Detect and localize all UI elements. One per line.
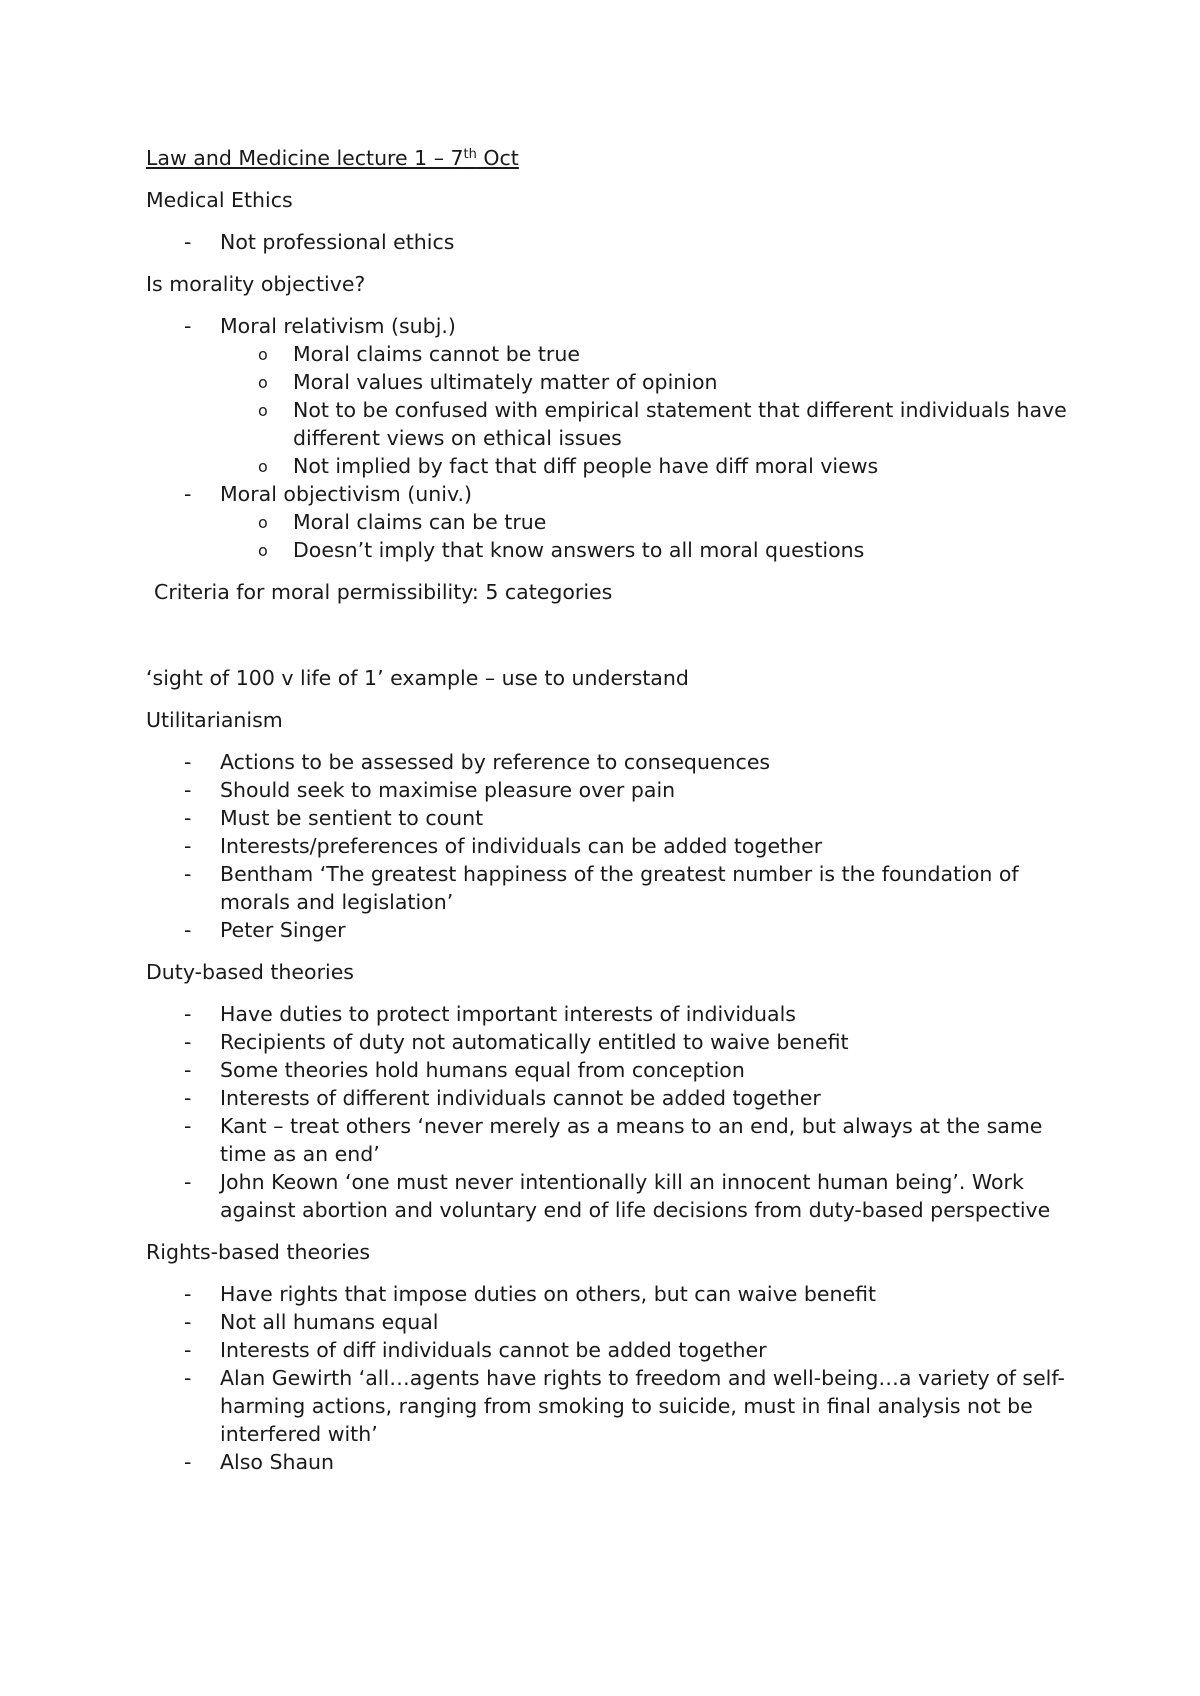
sub-list-item: o Not to be confused with empirical statement that different individuals have different views on ethical issues: [146, 396, 1086, 452]
list-item: - John Keown ‘one must never intentionally kill an innocent human being’. Work against abortion and voluntary end of life decisions from duty-based perspective: [146, 1168, 1086, 1224]
list-item: - Must be sentient to count: [146, 804, 1086, 832]
section-heading-example: ‘sight of 100 v life of 1’ example – use to understand: [146, 666, 689, 690]
document-title: [146, 144, 1086, 172]
title-end-text: Oct: [476, 146, 519, 170]
list-item: - Have duties to protect important interests of individuals: [146, 1000, 1086, 1028]
section-heading-medical-ethics: Medical Ethics: [146, 188, 293, 212]
relativism-sublist: [220, 340, 1086, 480]
section-heading-duty-based: Duty-based theories: [146, 960, 354, 984]
objectivism-sublist: [220, 508, 1086, 564]
utilitarianism-list: [146, 748, 1086, 944]
list-item: - Not all humans equal: [146, 1308, 1086, 1336]
list-item-text: Moral objectivism (univ.): [220, 482, 473, 506]
list-item: - Kant – treat others ‘never merely as a means to an end, but always at the same time as an end’: [146, 1112, 1086, 1168]
section-heading-morality-objective: Is morality objective?: [146, 272, 366, 296]
sub-list-item: o Moral claims cannot be true: [146, 340, 1086, 368]
medical-ethics-list: [146, 228, 1086, 256]
rights-based-list: [146, 1280, 1086, 1476]
list-item: - Not professional ethics: [146, 228, 1086, 256]
title-text: Law and Medicine lecture 1 – 7: [146, 146, 464, 170]
section-heading-criteria: Criteria for moral permissibility: 5 categories: [154, 580, 613, 604]
list-item-text: Moral relativism (subj.): [220, 314, 456, 338]
section-heading-rights-based: Rights-based theories: [146, 1240, 371, 1264]
document-body: [146, 144, 1086, 1490]
list-item: - Should seek to maximise pleasure over pain: [146, 776, 1086, 804]
list-item: - Some theories hold humans equal from conception: [146, 1056, 1086, 1084]
list-item: - Recipients of duty not automatically entitled to waive benefit: [146, 1028, 1086, 1056]
list-item: - Have rights that impose duties on others, but can waive benefit: [146, 1280, 1086, 1308]
list-item: [146, 312, 1086, 480]
duty-based-list: [146, 1000, 1086, 1224]
sub-list-item: o Moral claims can be true: [146, 508, 1086, 536]
sub-list-item: o Not implied by fact that diff people have diff moral views: [146, 452, 1086, 480]
title-superscript: th: [463, 147, 477, 162]
list-item: - Interests of different individuals cannot be added together: [146, 1084, 1086, 1112]
list-item: [146, 480, 1086, 564]
list-item: - Bentham ‘The greatest happiness of the greatest number is the foundation of morals and legislation’: [146, 860, 1086, 916]
sub-list-item: o Moral values ultimately matter of opinion: [146, 368, 1086, 396]
list-item: - Alan Gewirth ‘all…agents have rights to freedom and well-being…a variety of self-harming actions, ranging from smoking to suicide, must in final analysis not be interfered with’: [146, 1364, 1086, 1448]
list-item: - Interests of diff individuals cannot be added together: [146, 1336, 1086, 1364]
sub-list-item: o Doesn’t imply that know answers to all moral questions: [146, 536, 1086, 564]
list-item: - Also Shaun: [146, 1448, 1086, 1476]
section-heading-utilitarianism: Utilitarianism: [146, 708, 283, 732]
list-item: - Peter Singer: [146, 916, 1086, 944]
list-item: - Interests/preferences of individuals can be added together: [146, 832, 1086, 860]
morality-list: [146, 312, 1086, 564]
list-item: - Actions to be assessed by reference to consequences: [146, 748, 1086, 776]
